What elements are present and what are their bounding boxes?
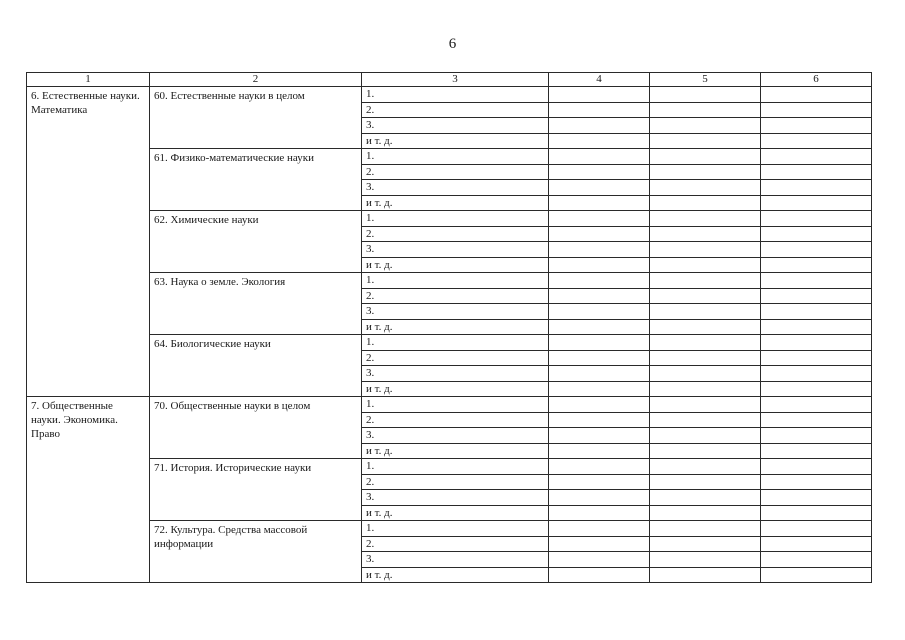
- empty-cell: [650, 242, 761, 258]
- empty-cell: [761, 288, 872, 304]
- table-row: [27, 211, 872, 227]
- empty-cell: [549, 381, 650, 397]
- item-number: и т. д.: [362, 505, 549, 521]
- empty-cell: [650, 490, 761, 506]
- empty-cell: [761, 443, 872, 459]
- empty-cell: [650, 180, 761, 196]
- item-number: 2.: [362, 350, 549, 366]
- empty-cell: [650, 552, 761, 568]
- empty-cell: [549, 149, 650, 165]
- empty-cell: [549, 536, 650, 552]
- empty-cell: [549, 412, 650, 428]
- empty-cell: [761, 118, 872, 134]
- empty-cell: [549, 443, 650, 459]
- subject-title: 61. Физико-математические науки: [150, 149, 362, 211]
- empty-cell: [549, 288, 650, 304]
- header-cell: 2: [150, 73, 362, 87]
- empty-cell: [549, 304, 650, 320]
- item-number: 3.: [362, 304, 549, 320]
- header-cell: 3: [362, 73, 549, 87]
- table-row: [27, 87, 872, 103]
- table-row: [27, 397, 872, 413]
- table-row: [27, 149, 872, 165]
- empty-cell: [650, 366, 761, 382]
- empty-cell: [650, 567, 761, 583]
- item-number: 1.: [362, 273, 549, 289]
- table-row: [27, 521, 872, 537]
- empty-cell: [650, 521, 761, 537]
- empty-cell: [650, 211, 761, 227]
- subject-title: 64. Биологические науки: [150, 335, 362, 397]
- item-number: и т. д.: [362, 133, 549, 149]
- empty-cell: [650, 149, 761, 165]
- subject-title: 70. Общественные науки в целом: [150, 397, 362, 459]
- empty-cell: [549, 257, 650, 273]
- table-body: [27, 87, 872, 583]
- item-number: 2.: [362, 102, 549, 118]
- empty-cell: [761, 273, 872, 289]
- empty-cell: [761, 567, 872, 583]
- empty-cell: [549, 102, 650, 118]
- empty-cell: [650, 102, 761, 118]
- empty-cell: [650, 273, 761, 289]
- header-cell: 4: [549, 73, 650, 87]
- empty-cell: [650, 164, 761, 180]
- item-number: и т. д.: [362, 567, 549, 583]
- empty-cell: [650, 505, 761, 521]
- item-number: и т. д.: [362, 381, 549, 397]
- empty-cell: [650, 428, 761, 444]
- empty-cell: [650, 335, 761, 351]
- empty-cell: [761, 381, 872, 397]
- item-number: 3.: [362, 490, 549, 506]
- empty-cell: [761, 242, 872, 258]
- empty-cell: [650, 459, 761, 475]
- section-title: 6. Естественные науки. Математика: [27, 87, 150, 397]
- empty-cell: [549, 133, 650, 149]
- header-cell: 5: [650, 73, 761, 87]
- empty-cell: [761, 505, 872, 521]
- empty-cell: [549, 459, 650, 475]
- empty-cell: [549, 552, 650, 568]
- empty-cell: [650, 288, 761, 304]
- subject-title: 71. История. Исторические науки: [150, 459, 362, 521]
- item-number: 2.: [362, 288, 549, 304]
- empty-cell: [761, 319, 872, 335]
- empty-cell: [549, 273, 650, 289]
- empty-cell: [761, 474, 872, 490]
- empty-cell: [549, 567, 650, 583]
- empty-cell: [549, 319, 650, 335]
- page-number: 6: [448, 36, 457, 52]
- item-number: и т. д.: [362, 257, 549, 273]
- empty-cell: [761, 164, 872, 180]
- header-row: [27, 73, 872, 87]
- empty-cell: [549, 428, 650, 444]
- table-row: [27, 335, 872, 351]
- empty-cell: [650, 226, 761, 242]
- empty-cell: [761, 133, 872, 149]
- empty-cell: [761, 366, 872, 382]
- empty-cell: [650, 474, 761, 490]
- empty-cell: [761, 552, 872, 568]
- item-number: 1.: [362, 211, 549, 227]
- empty-cell: [650, 350, 761, 366]
- empty-cell: [650, 319, 761, 335]
- empty-cell: [650, 381, 761, 397]
- item-number: 3.: [362, 428, 549, 444]
- item-number: 1.: [362, 459, 549, 475]
- empty-cell: [549, 350, 650, 366]
- item-number: 1.: [362, 397, 549, 413]
- empty-cell: [761, 490, 872, 506]
- item-number: 3.: [362, 118, 549, 134]
- empty-cell: [650, 195, 761, 211]
- empty-cell: [549, 180, 650, 196]
- empty-cell: [650, 304, 761, 320]
- classification-table: [26, 72, 872, 583]
- empty-cell: [761, 211, 872, 227]
- item-number: 1.: [362, 149, 549, 165]
- empty-cell: [761, 335, 872, 351]
- item-number: и т. д.: [362, 319, 549, 335]
- empty-cell: [761, 428, 872, 444]
- header-cell: 1: [27, 73, 150, 87]
- empty-cell: [650, 87, 761, 103]
- item-number: 2.: [362, 412, 549, 428]
- empty-cell: [549, 226, 650, 242]
- empty-cell: [761, 102, 872, 118]
- empty-cell: [761, 412, 872, 428]
- empty-cell: [549, 366, 650, 382]
- table-row: [27, 459, 872, 475]
- empty-cell: [549, 242, 650, 258]
- item-number: 1.: [362, 335, 549, 351]
- item-number: 2.: [362, 164, 549, 180]
- empty-cell: [761, 536, 872, 552]
- item-number: 3.: [362, 242, 549, 258]
- item-number: 2.: [362, 226, 549, 242]
- empty-cell: [650, 536, 761, 552]
- empty-cell: [761, 257, 872, 273]
- empty-cell: [761, 350, 872, 366]
- empty-cell: [650, 118, 761, 134]
- empty-cell: [650, 443, 761, 459]
- empty-cell: [549, 397, 650, 413]
- item-number: 3.: [362, 180, 549, 196]
- item-number: и т. д.: [362, 443, 549, 459]
- item-number: 2.: [362, 474, 549, 490]
- empty-cell: [549, 335, 650, 351]
- empty-cell: [761, 87, 872, 103]
- empty-cell: [761, 459, 872, 475]
- item-number: 3.: [362, 366, 549, 382]
- subject-title: 63. Наука о земле. Экология: [150, 273, 362, 335]
- item-number: 1.: [362, 521, 549, 537]
- table-row: [27, 273, 872, 289]
- section-title: 7. Общественные науки. Экономика. Право: [27, 397, 150, 583]
- empty-cell: [549, 474, 650, 490]
- empty-cell: [549, 195, 650, 211]
- item-number: 1.: [362, 87, 549, 103]
- empty-cell: [761, 397, 872, 413]
- empty-cell: [650, 397, 761, 413]
- subject-title: 60. Естественные науки в целом: [150, 87, 362, 149]
- empty-cell: [761, 149, 872, 165]
- empty-cell: [549, 211, 650, 227]
- empty-cell: [549, 118, 650, 134]
- empty-cell: [761, 521, 872, 537]
- empty-cell: [549, 505, 650, 521]
- empty-cell: [761, 195, 872, 211]
- item-number: 2.: [362, 536, 549, 552]
- empty-cell: [650, 133, 761, 149]
- subject-title: 62. Химические науки: [150, 211, 362, 273]
- subject-title: 72. Культура. Средства массовой информации: [150, 521, 362, 583]
- empty-cell: [549, 164, 650, 180]
- empty-cell: [761, 226, 872, 242]
- empty-cell: [650, 412, 761, 428]
- empty-cell: [549, 87, 650, 103]
- item-number: 3.: [362, 552, 549, 568]
- empty-cell: [549, 521, 650, 537]
- header-cell: 6: [761, 73, 872, 87]
- item-number: и т. д.: [362, 195, 549, 211]
- empty-cell: [650, 257, 761, 273]
- empty-cell: [761, 180, 872, 196]
- empty-cell: [761, 304, 872, 320]
- empty-cell: [549, 490, 650, 506]
